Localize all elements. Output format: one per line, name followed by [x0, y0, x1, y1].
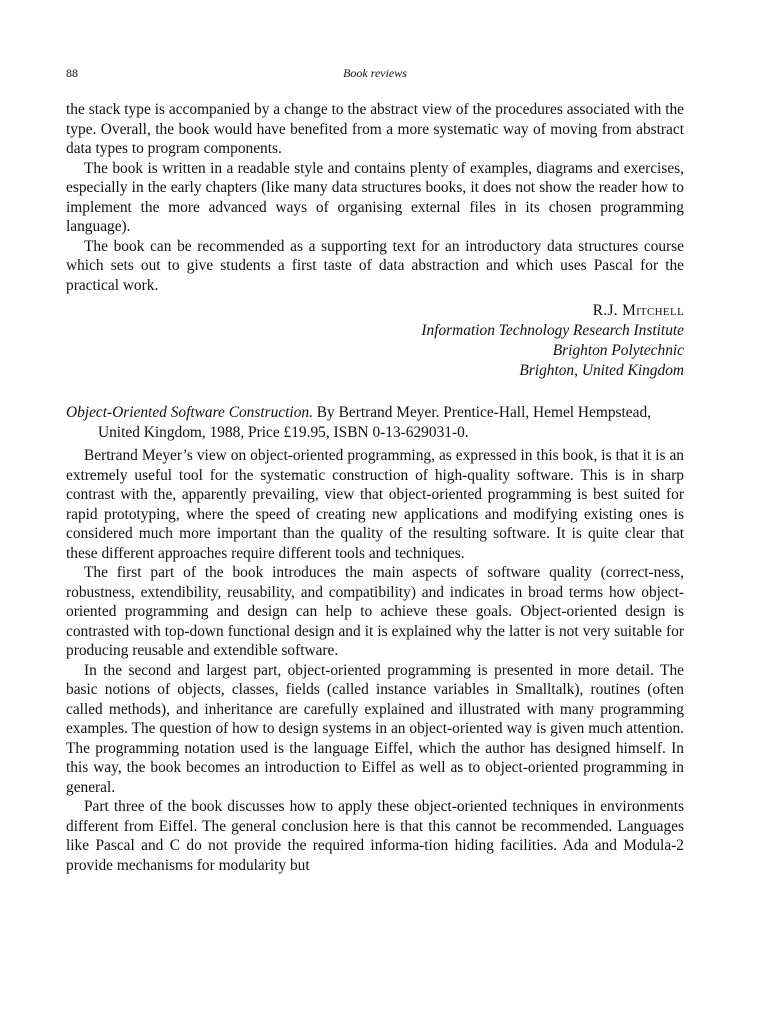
body-paragraph: Bertrand Meyer’s view on object-oriented programming, as expressed in this book, is that it is an extremely useful tool for the systematic construction of high-quality software. This is in sharp contrast with the, apparently prevailing, view that object-oriented programming is best suited for rapid prototyping, where the speed of creating new applications and modifying existing ones is considered much more important than the quality of the resulting software. It is quite clear that these different approaches require different tools and techniques. [66, 447, 684, 562]
book-details: By Bertrand Meyer. Prentice-Hall, Hemel Hempstead, United Kingdom, 1988, Price £19.95, ISBN 0-13-629031-0. [98, 404, 651, 441]
running-head [66, 60, 684, 80]
body-paragraph: The first part of the book introduces the main aspects of software quality (correct-ness, robustness, extendibility, reusability, and compatibility) and indicates in broad terms how object-oriented programming and design can help to achieve these goals. Object-oriented design is contrasted with top-down functional design and it is explained why the latter is not very suitable for producing reusable and extendible software. [66, 564, 684, 659]
book-title: Object-Oriented Software Construction. [66, 404, 313, 421]
review-mitchell [66, 100, 684, 381]
body-paragraph: The book is written in a readable style and contains plenty of examples, diagrams and exercises, especially in the early chapters (like many data structures books, it does not show the reader how to implement the more advanced ways of organising external files in its chosen programming language). [66, 159, 684, 235]
reviewer-signature [66, 301, 684, 381]
page-number: 88 [66, 66, 78, 80]
review-meyer [66, 403, 684, 875]
reviewer-affiliation-line: Brighton Polytechnic [552, 342, 684, 359]
body-paragraph: Part three of the book discusses how to apply these object-oriented techniques in environments different from Eiffel. The general conclusion here is that this cannot be recommended. Languages like Pascal and C do not provide the required informa-tion hiding facilities. Ada and Modula-2 provide mechanisms for modularity but [66, 798, 684, 874]
page [66, 60, 684, 875]
body-paragraph: the stack type is accompanied by a change to the abstract view of the procedures associated with the type. Overall, the book would have benefited from a more systematic way of moving from abstract data types to program components. [66, 101, 684, 157]
body-paragraph: In the second and largest part, object-oriented programming is presented in more detail. The basic notions of objects, classes, fields (called instance variables in Smalltalk), routines (often called methods), and inheritance are carefully explained and illustrated with many programming examples. The question of how to design systems in an object-oriented way is given much attention. The programming notation used is the language Eiffel, which the author has designed himself. In this way, the book becomes an introduction to Eiffel as well as to object-oriented programming in general. [66, 661, 684, 796]
running-title: Book reviews [343, 66, 407, 80]
book-citation [66, 403, 684, 442]
reviewer-affiliation-line: Brighton, United Kingdom [519, 362, 684, 379]
reviewer-affiliation-line: Information Technology Research Institute [421, 322, 684, 339]
body-paragraph: The book can be recommended as a supporting text for an introductory data structures course which sets out to give students a first taste of data abstraction and which uses Pascal for the practical work. [66, 237, 684, 294]
reviewer-name: R.J. Mitchell [592, 302, 684, 319]
